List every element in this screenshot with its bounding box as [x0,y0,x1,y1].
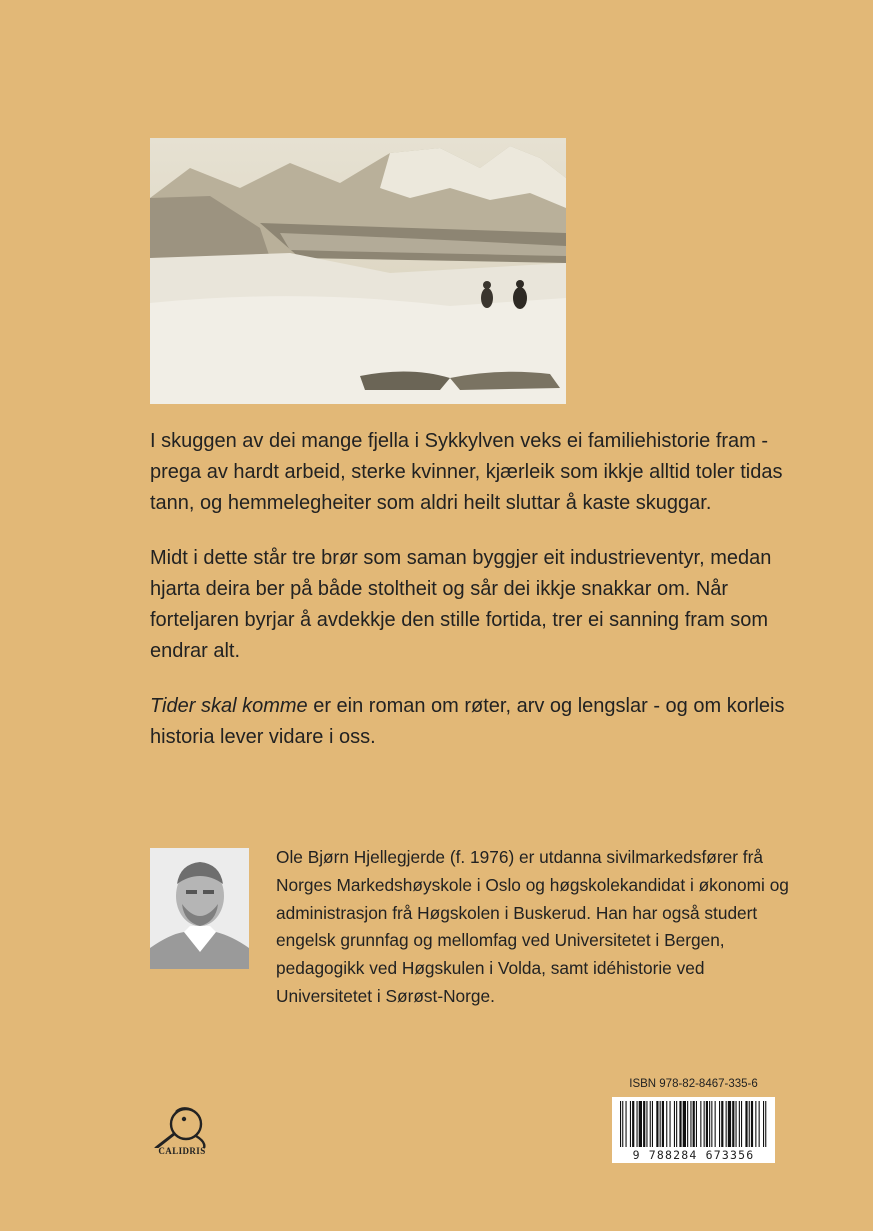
back-cover-blurb [150,426,790,777]
barcode-bar [693,1101,695,1147]
barcode-bar [700,1101,701,1147]
barcode-bar [666,1101,667,1147]
barcode-bar [643,1101,645,1147]
barcode-bar [739,1101,740,1147]
barcode-bar [745,1101,747,1147]
barcode-bar [749,1101,750,1147]
barcode-bar [715,1101,716,1147]
cover-photo-mountain-lake [150,138,566,404]
barcode-bar [709,1101,710,1147]
barcode-bar [765,1101,766,1147]
barcode-bar [751,1101,753,1147]
barcode-bar [674,1101,675,1147]
barcode-bar [683,1101,686,1147]
blurb-paragraph-1: I skuggen av dei mange fjella i Sykkylven veks ei familiehistorie fram - prega av hardt arbeid, sterke kvinner, kjærleik som ikkje alltid toler tidas tann, og hemmelegheiter som aldri heilt sluttar å kaste skuggar. [150,430,783,514]
barcode-bar [620,1101,621,1147]
blurb-paragraph-3 [150,691,790,753]
barcode-bar [656,1101,658,1147]
barcode-bar [639,1101,642,1147]
blurb-paragraph-2: Midt i dette står tre brør som saman byggjer eit industrieventyr, medan hjarta deira ber på både stoltheit og sår dei ikkje snakkar om. Når forteljaren byrjar å avdekkje den stille fortida, trer ei sanning fram som endrar alt. [150,547,772,662]
barcode-bar [646,1101,647,1147]
barcode-bar [626,1101,627,1147]
barcode-digits: 9 788284 673356 [612,1148,775,1162]
barcode-bar [622,1101,623,1147]
barcode-bar [759,1101,760,1147]
author-portrait [150,848,249,969]
blurb-paragraph-3-rest: er ein roman om røter, arv og lengslar - og om korleis historia lever vidare i oss. [150,695,785,748]
barcode-bar [704,1101,705,1147]
barcode-bar [690,1101,691,1147]
barcode-bar [632,1101,634,1147]
barcode-bar [630,1101,631,1147]
barcode-bar [662,1101,664,1147]
barcode-bar [650,1101,651,1147]
barcode-bar [763,1101,764,1147]
isbn-label: ISBN 978-82-8467-335-6 [629,1078,758,1090]
publisher-name: CALIDRIS [158,1146,206,1156]
barcode-bar [736,1101,737,1147]
barcode-bar [706,1101,708,1147]
author-bio: Ole Bjørn Hjellegjerde (f. 1976) er utdanna sivilmarkedsfører frå Norges Markedshøyskole i Oslo og høgskolekandidat i økonomi og administrasjon frå Høgskolen i Buskerud. Han har også studert engelsk grunnfag og mellomfag ved Universitetet i Bergen, pedagogikk ved Høgskulen i Volda, samt idéhistorie ved Universitetet i Sørøst-Norge. [276,847,789,1006]
barcode-bar [660,1101,661,1147]
barcode-bar [732,1101,734,1147]
barcode-bar [679,1101,681,1147]
barcode-bar [721,1101,723,1147]
barcode-bar [652,1101,653,1147]
barcode-bar [755,1101,756,1147]
barcode-bar [711,1101,712,1147]
barcode-bar [726,1101,727,1147]
barcode-bar [676,1101,677,1147]
barcode-bar [637,1101,638,1147]
barcode-bar [741,1101,742,1147]
barcode-bar [696,1101,697,1147]
barcode-bar [728,1101,731,1147]
barcode-bar [670,1101,671,1147]
book-title-italic: Tider skal komme [150,695,308,717]
barcode-bar [719,1101,720,1147]
isbn-barcode [612,1097,775,1163]
barcode-bar [687,1101,688,1147]
